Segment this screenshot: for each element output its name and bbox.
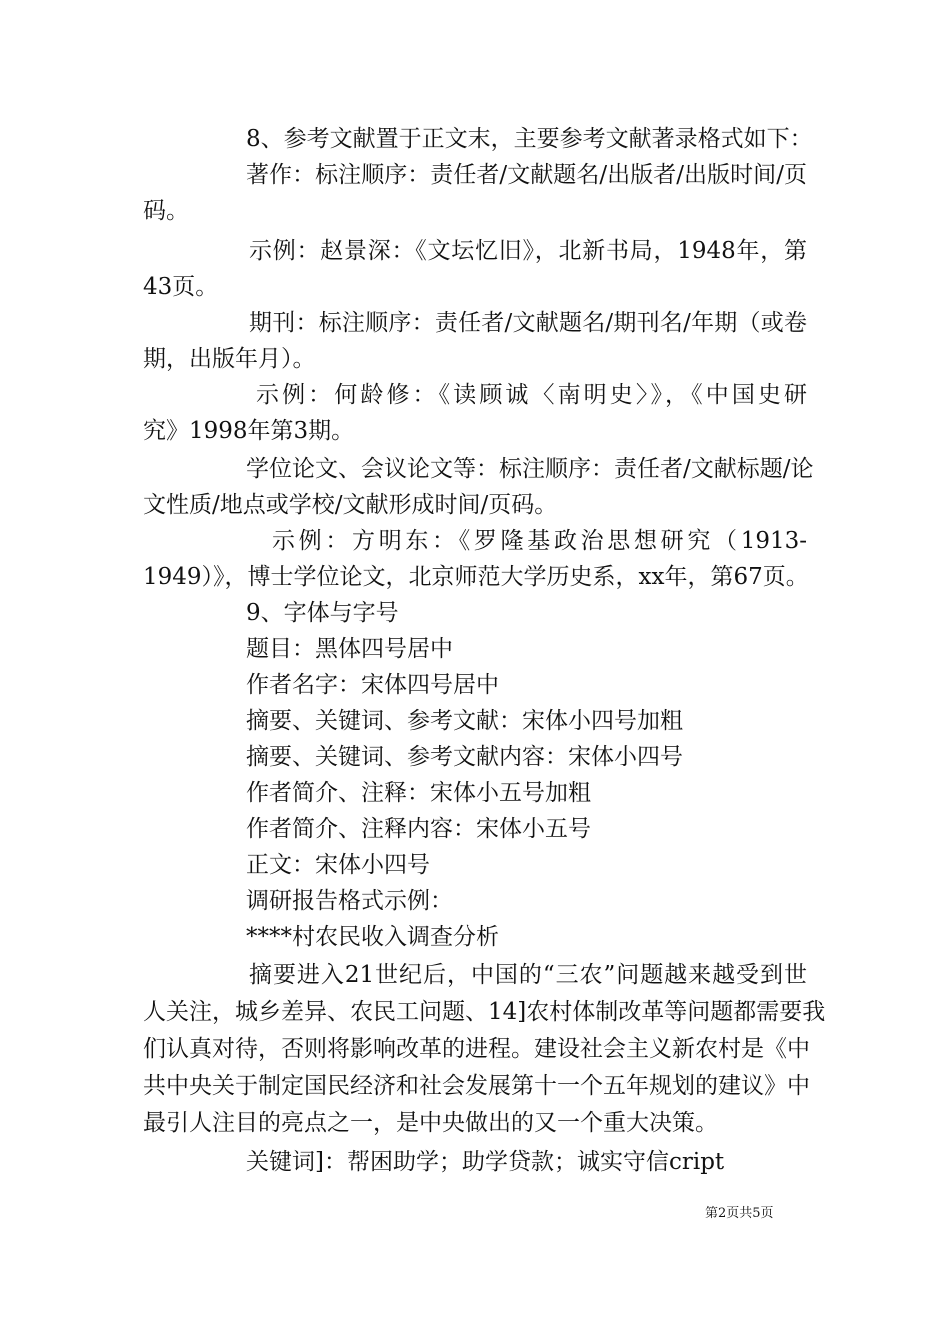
section-8-heading: 8、参考文献置于正文末，主要参考文献著录格式如下：	[246, 126, 813, 152]
thesis-example-line: 示例：方明东：《罗隆基政治思想研究（1913-	[272, 528, 807, 554]
book-example-line: 示例：赵景深：《文坛忆旧》，北新书局，1948年，第	[249, 238, 807, 264]
section-9-heading: 9、字体与字号	[246, 600, 399, 626]
font-rule-abstract-bold: 摘要、关键词、参考文献：宋体小四号加粗	[246, 708, 683, 734]
thesis-format-line-cont: 文性质/地点或学校/文献形成时间/页码。	[143, 492, 558, 518]
report-title: ****村农民收入调查分析	[246, 924, 499, 950]
thesis-format-line: 学位论文、会议论文等：标注顺序：责任者/文献标题/论	[246, 456, 814, 482]
font-rule-bio-content: 作者简介、注释内容：宋体小五号	[246, 816, 591, 842]
font-rule-body: 正文：宋体小四号	[246, 852, 430, 878]
book-format-line: 著作：标注顺序：责任者/文献题名/出版者/出版时间/页	[246, 162, 807, 188]
abstract-line-3: 们认真对待，否则将影响改革的进程。建设社会主义新农村是《中	[143, 1036, 810, 1062]
font-rule-bio-bold: 作者简介、注释：宋体小五号加粗	[246, 780, 591, 806]
abstract-line-1: 摘要进入21世纪后，中国的“三农”问题越来越受到世	[249, 962, 807, 988]
abstract-line-4: 共中央关于制定国民经济和社会发展第十一个五年规划的建议》中	[143, 1073, 810, 1099]
keywords-line: 关键词]：帮困助学；助学贷款；诚实守信cript	[246, 1149, 725, 1175]
font-rule-title: 题目：黑体四号居中	[246, 636, 453, 662]
font-rule-author: 作者名字：宋体四号居中	[246, 672, 499, 698]
report-example-heading: 调研报告格式示例：	[246, 888, 453, 914]
abstract-line-5: 最引人注目的亮点之一，是中央做出的又一个重大决策。	[143, 1110, 718, 1136]
journal-format-line: 期刊：标注顺序：责任者/文献题名/期刊名/年期（或卷	[249, 310, 807, 336]
abstract-line-2: 人关注，城乡差异、农民工问题、14]农村体制改革等问题都需要我	[143, 999, 826, 1025]
thesis-example-line-cont: 1949）》，博士学位论文，北京师范大学历史系，xx年，第67页。	[143, 564, 809, 590]
journal-example-line-cont: 究》1998年第3期。	[143, 418, 355, 444]
page-number-footer: 第2页共5页	[705, 1206, 774, 1221]
journal-example-line: 示例：何龄修：《读顾诚〈南明史〉》，《中国史研	[256, 382, 807, 408]
journal-format-line-cont: 期，出版年月）。	[143, 346, 316, 372]
book-example-line-cont: 43页。	[143, 274, 219, 300]
book-format-line-cont: 码。	[143, 198, 189, 224]
font-rule-abstract-content: 摘要、关键词、参考文献内容：宋体小四号	[246, 744, 683, 770]
